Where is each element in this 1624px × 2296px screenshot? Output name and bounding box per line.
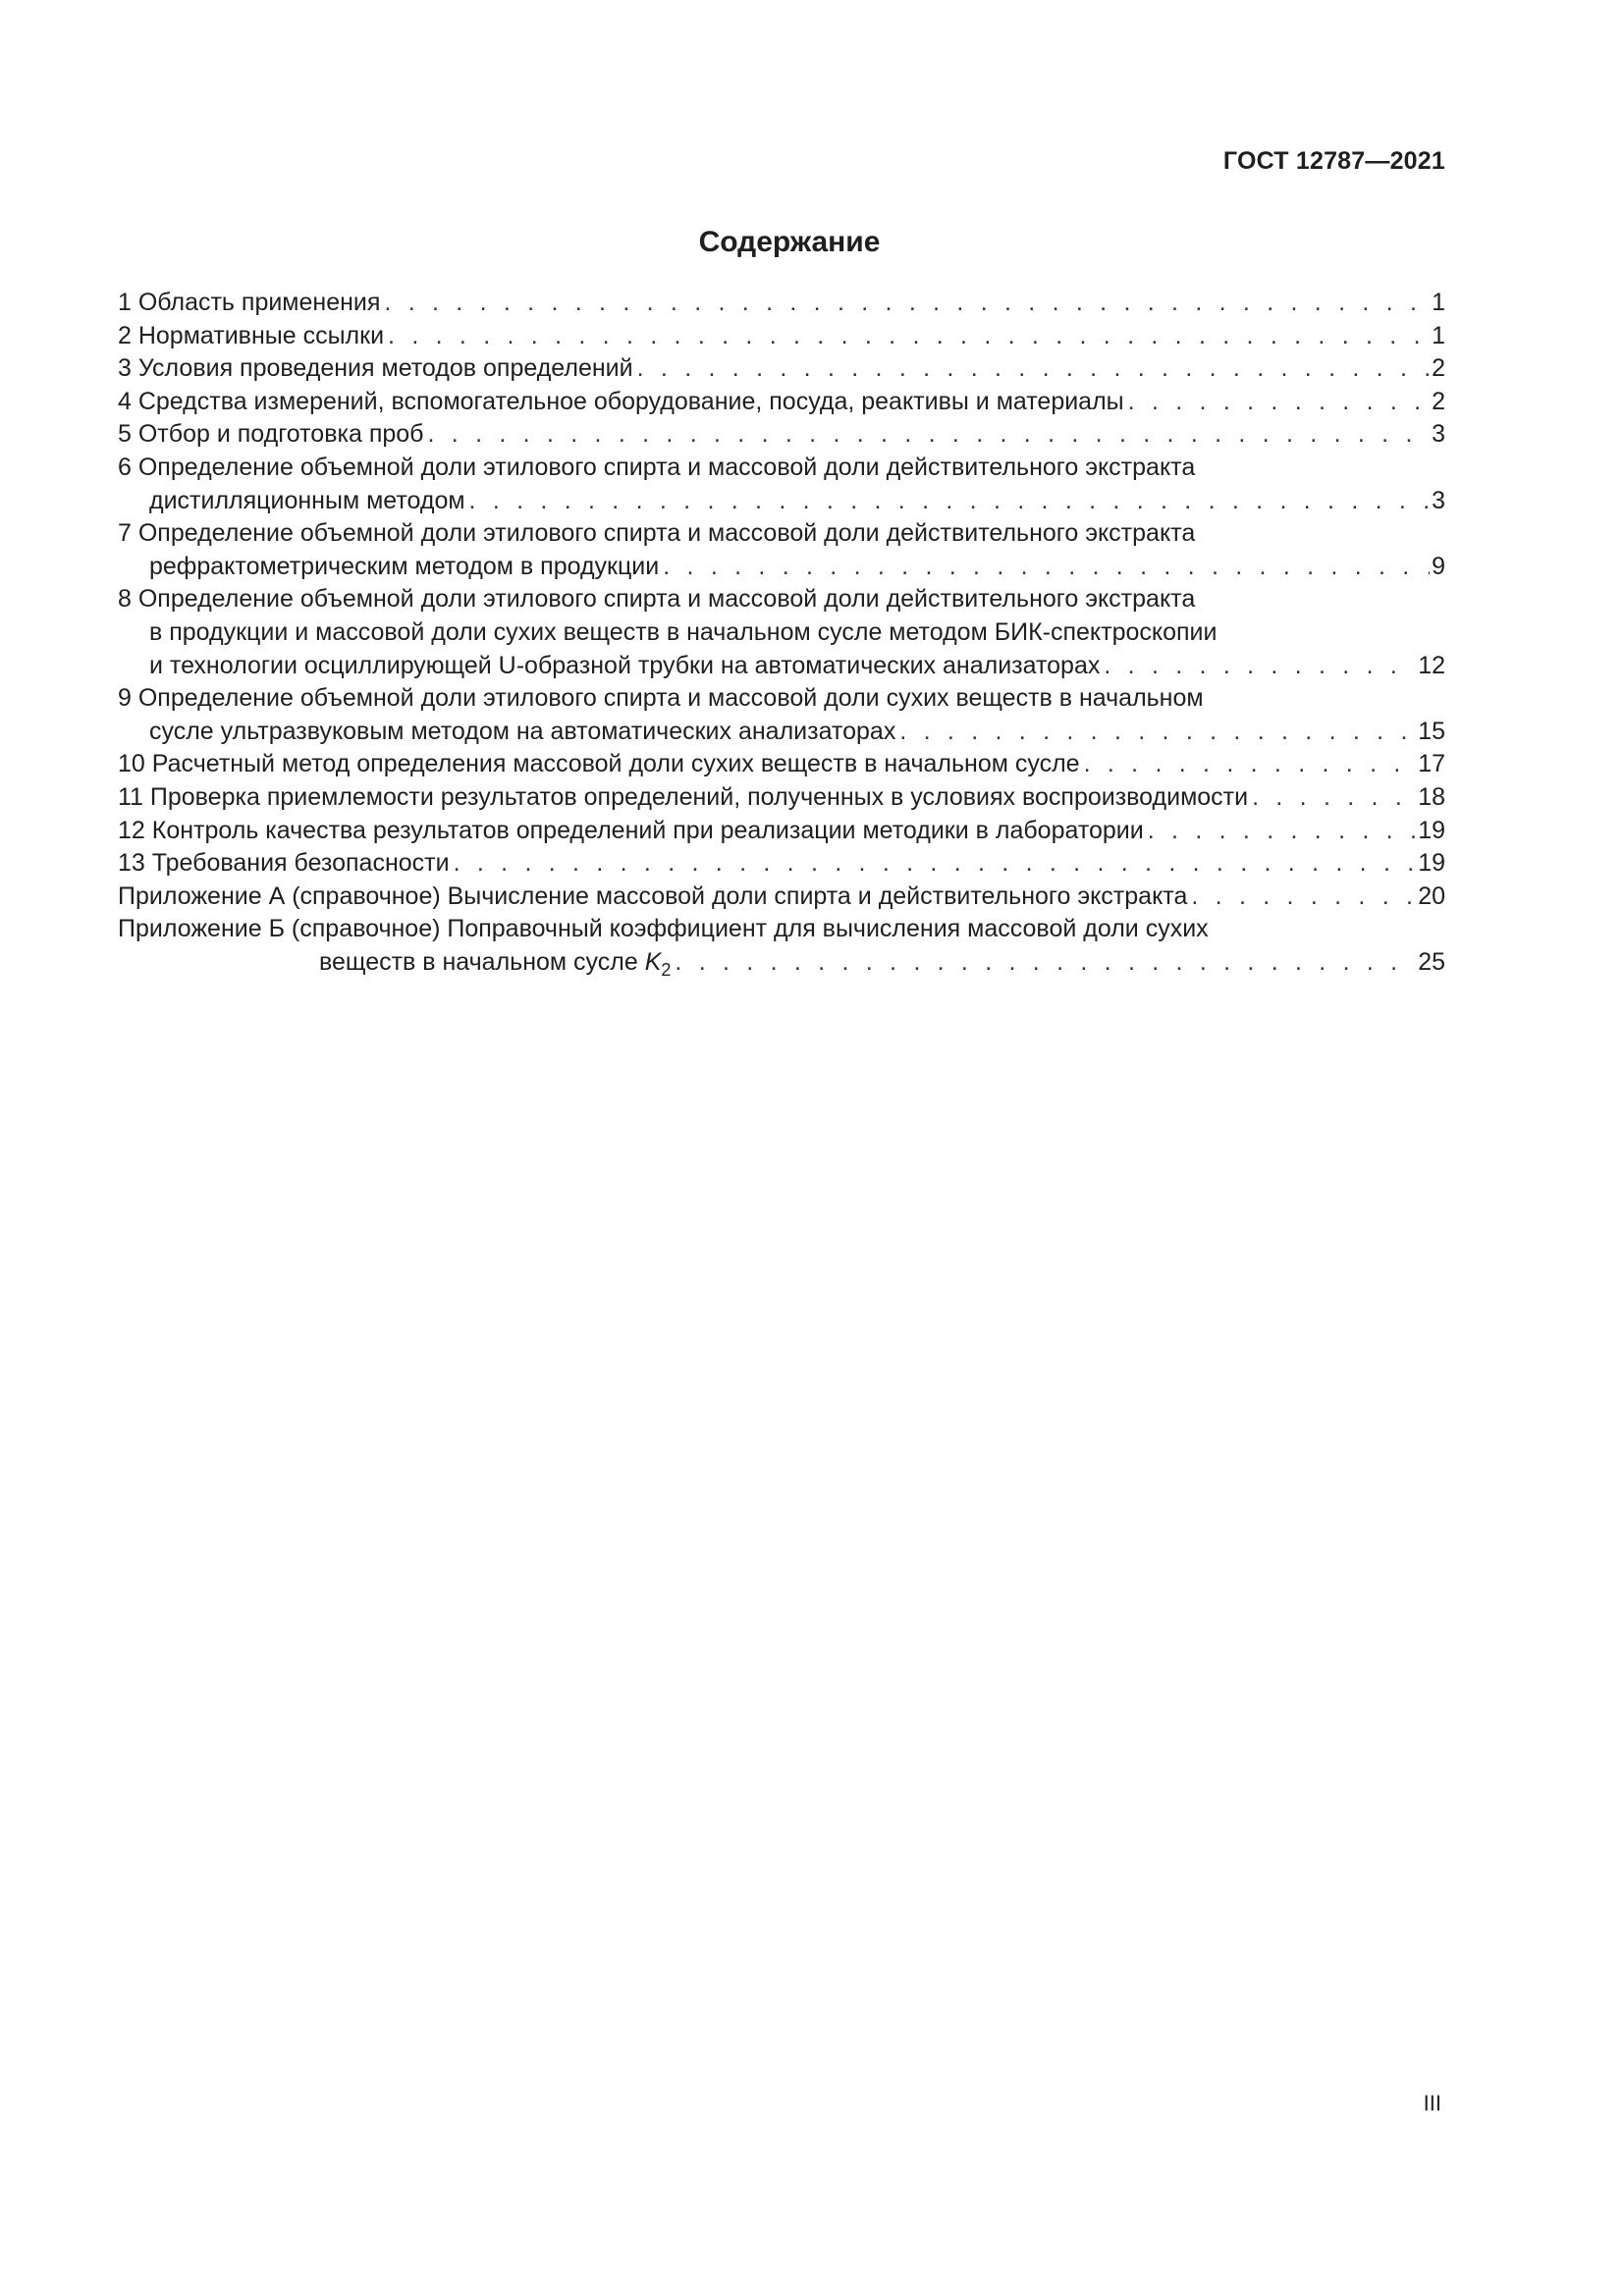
toc-entry-text: 11 Проверка приемлемости результатов определений, полученных в условиях воспроизводимости bbox=[118, 782, 1249, 811]
toc-entry-text: дистилляционным методом bbox=[149, 486, 465, 514]
toc-entry[interactable] bbox=[118, 815, 1445, 848]
toc-entry-line bbox=[118, 881, 1445, 914]
table-of-contents bbox=[118, 287, 1445, 987]
toc-entry[interactable] bbox=[118, 913, 1445, 987]
toc-entry[interactable] bbox=[118, 517, 1445, 583]
toc-entry-text: 12 Контроль качества результатов определений при реализации методики в лаборатории bbox=[118, 816, 1144, 844]
toc-entry-text: 4 Средства измерений, вспомогательное оборудование, посуда, реактивы и материалы bbox=[118, 387, 1124, 415]
toc-entry-text: 6 Определение объемной доли этилового спирта и массовой доли действительного экстракта bbox=[118, 453, 1196, 481]
toc-page-number: 1 bbox=[1432, 321, 1445, 349]
dot-leader bbox=[428, 418, 1431, 452]
toc-entry[interactable] bbox=[118, 847, 1445, 881]
document-code: ГОСТ 12787—2021 bbox=[1222, 147, 1445, 175]
toc-entry-line bbox=[118, 551, 1445, 584]
toc-entry-text: 2 Нормативные ссылки bbox=[118, 321, 385, 349]
toc-page-number: 15 bbox=[1418, 717, 1445, 745]
toc-entry-text: и технологии осциллирующей U-образной трубки на автоматических анализаторах bbox=[149, 651, 1101, 679]
dot-leader bbox=[663, 551, 1430, 584]
toc-entry-line bbox=[118, 716, 1445, 749]
toc-entry-text: 5 Отбор и подготовка проб bbox=[118, 420, 424, 449]
toc-entry[interactable] bbox=[118, 386, 1445, 419]
toc-page-number: 3 bbox=[1432, 486, 1445, 514]
toc-page-number: 3 bbox=[1432, 420, 1445, 449]
toc-entry-line bbox=[118, 485, 1445, 518]
toc-entry[interactable] bbox=[118, 320, 1445, 353]
toc-entry-text: 3 Условия проведения методов определений bbox=[118, 354, 633, 383]
dot-leader bbox=[1084, 748, 1417, 781]
toc-page-number: 2 bbox=[1432, 387, 1445, 415]
dot-leader bbox=[1104, 650, 1416, 683]
dot-leader bbox=[899, 716, 1416, 749]
dot-leader bbox=[1148, 815, 1416, 848]
toc-entry[interactable] bbox=[118, 748, 1445, 781]
toc-entry[interactable] bbox=[118, 682, 1445, 748]
symbol-subscript: 2 bbox=[661, 959, 672, 980]
toc-entry-text: сусле ультразвуковым методом на автоматических анализаторах bbox=[149, 717, 896, 745]
toc-entry-line bbox=[118, 847, 1445, 881]
toc-entry-text: 1 Область применения bbox=[118, 289, 381, 316]
toc-entry-line bbox=[118, 452, 1445, 485]
toc-page-number: 17 bbox=[1418, 750, 1445, 778]
toc-entry[interactable] bbox=[118, 781, 1445, 815]
toc-entry-line bbox=[118, 650, 1445, 683]
toc-entry-line bbox=[118, 517, 1445, 551]
toc-entry-line bbox=[118, 583, 1445, 616]
toc-page-number: 12 bbox=[1418, 651, 1445, 679]
dot-leader bbox=[388, 320, 1430, 353]
toc-entry[interactable] bbox=[118, 287, 1445, 320]
toc-entry-line bbox=[118, 418, 1445, 452]
dot-leader bbox=[675, 946, 1416, 980]
page-number: III bbox=[1423, 2091, 1441, 2115]
toc-entry[interactable] bbox=[118, 881, 1445, 914]
toc-entry-text: в продукции и массовой доли сухих веществ в начальном сусле методом БИК-спектроскопии bbox=[149, 617, 1218, 646]
dot-leader bbox=[469, 485, 1431, 518]
toc-entry-text: 7 Определение объемной доли этилового спирта и массовой доли действительного экстракта bbox=[118, 519, 1196, 548]
dot-leader bbox=[1128, 386, 1430, 419]
toc-entry[interactable] bbox=[118, 583, 1445, 682]
toc-entry[interactable] bbox=[118, 418, 1445, 452]
toc-entry-line bbox=[118, 320, 1445, 353]
toc-page-number: 19 bbox=[1418, 816, 1445, 844]
toc-entry-line bbox=[118, 815, 1445, 848]
toc-entry-text: 10 Расчетный метод определения массовой доли сухих веществ в начальном сусле bbox=[118, 750, 1080, 778]
dot-leader bbox=[1191, 881, 1416, 914]
toc-entry[interactable] bbox=[118, 352, 1445, 386]
toc-entry-symbol bbox=[638, 946, 672, 988]
toc-entry-line bbox=[118, 682, 1445, 716]
toc-page-number: 1 bbox=[1432, 289, 1445, 316]
toc-entry-line bbox=[118, 352, 1445, 386]
toc-page-number: 9 bbox=[1432, 552, 1445, 580]
dot-leader bbox=[384, 287, 1430, 320]
toc-entry-text: рефрактометрическим методом в продукции bbox=[149, 552, 660, 580]
toc-entry-line bbox=[118, 616, 1445, 650]
dot-leader bbox=[1252, 781, 1416, 815]
toc-entry-text: веществ в начальном сусле bbox=[319, 947, 638, 976]
toc-entry-line bbox=[118, 913, 1445, 946]
toc-entry-line bbox=[118, 287, 1445, 320]
toc-entry-text: 13 Требования безопасности bbox=[118, 849, 450, 878]
toc-entry-text: 9 Определение объемной доли этилового спирта и массовой доли сухих веществ в начальном bbox=[118, 684, 1204, 713]
toc-page-number: 20 bbox=[1418, 881, 1445, 910]
symbol-letter: K bbox=[644, 947, 662, 976]
toc-entry-line bbox=[118, 946, 1445, 988]
toc-entry-text: Приложение А (справочное) Вычисление массовой доли спирта и действительного экстракта bbox=[118, 881, 1188, 910]
dot-leader bbox=[454, 847, 1417, 881]
toc-page-number: 18 bbox=[1418, 782, 1445, 811]
dot-leader bbox=[637, 352, 1430, 386]
toc-entry-line bbox=[118, 748, 1445, 781]
toc-entry-text: Приложение Б (справочное) Поправочный коэффициент для вычисления массовой доли сухих bbox=[118, 915, 1209, 943]
toc-page-number: 25 bbox=[1418, 947, 1445, 976]
toc-entry-text: 8 Определение объемной доли этилового спирта и массовой доли действительного экстракта bbox=[118, 585, 1196, 614]
toc-page-number: 2 bbox=[1432, 354, 1445, 383]
toc-page-number: 19 bbox=[1418, 849, 1445, 878]
toc-entry[interactable] bbox=[118, 452, 1445, 517]
toc-entry-line bbox=[118, 781, 1445, 815]
toc-title: Содержание bbox=[698, 226, 881, 258]
toc-entry-line bbox=[118, 386, 1445, 419]
